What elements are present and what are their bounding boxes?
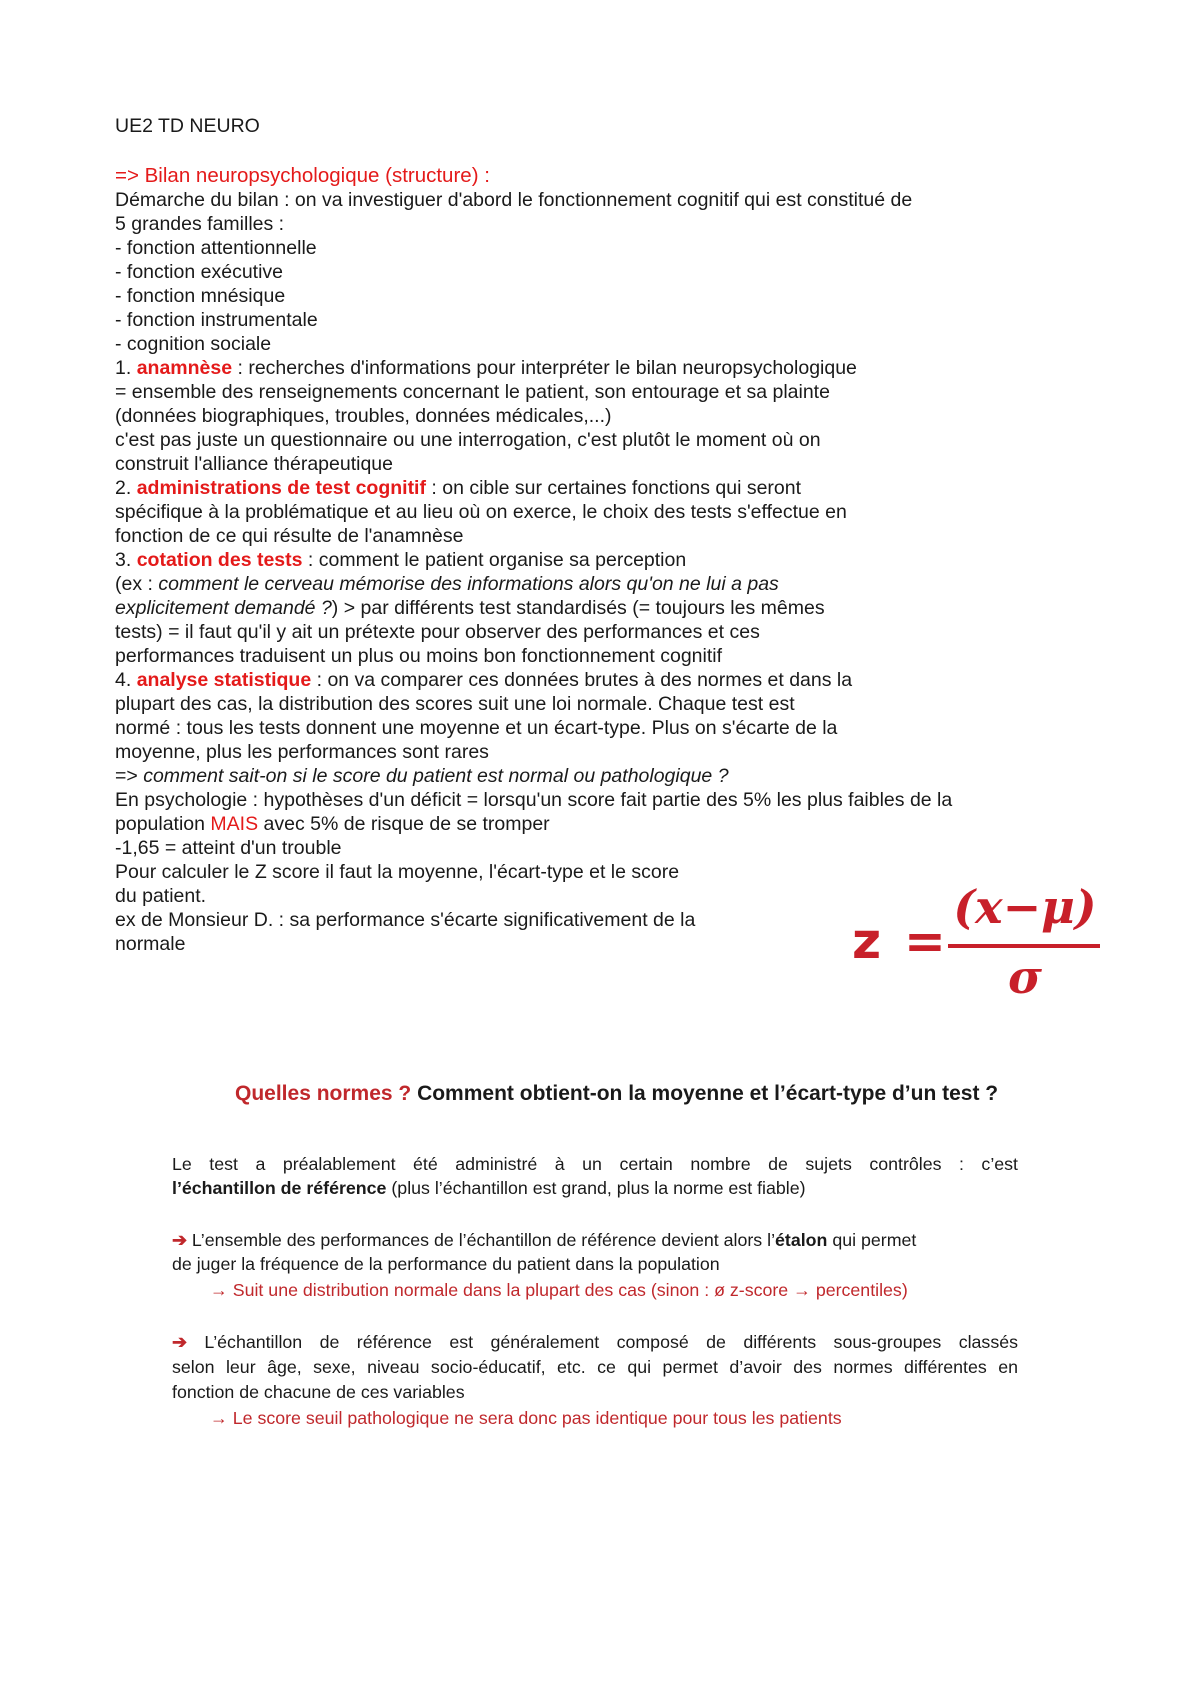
section-heading: => Bilan neuropsychologique (structure) : bbox=[115, 164, 490, 187]
slide-paragraph-line bbox=[172, 1330, 1018, 1354]
list-item: - fonction attentionnelle bbox=[115, 237, 317, 259]
step-1-heading bbox=[115, 356, 857, 380]
step-2-line: fonction de ce qui résulte de l'anamnèse bbox=[115, 525, 464, 547]
list-item: - fonction exécutive bbox=[115, 261, 284, 283]
step-text: : recherches d'informations pour interpréter le bilan neuropsychologique bbox=[232, 357, 857, 379]
question-italic: comment sait-on si le score du patient est normal ou pathologique ? bbox=[143, 765, 729, 787]
formula-numerator: (x−μ) bbox=[953, 880, 1097, 934]
example-suffix: ) > par différents test standardisés (= toujours les mêmes bbox=[331, 597, 825, 619]
list-item: - cognition sociale bbox=[115, 333, 272, 355]
step-4-line: -1,65 = atteint d'un trouble bbox=[115, 837, 342, 859]
slide-text: (plus l’échantillon est grand, plus la norme est fiable) bbox=[386, 1178, 806, 1198]
arrow-icon: ➔ bbox=[172, 1230, 187, 1250]
step-text: : comment le patient organise sa perception bbox=[302, 549, 687, 571]
step-4-line: plupart des cas, la distribution des scores suit une loi normale. Chaque test est bbox=[115, 693, 795, 715]
step-3-heading bbox=[115, 548, 686, 572]
step-number: 2. bbox=[115, 477, 137, 499]
population-suffix: avec 5% de risque de se tromper bbox=[258, 813, 550, 835]
question-prefix: => bbox=[115, 765, 144, 787]
intro-line: 5 grandes familles : bbox=[115, 213, 285, 235]
step-text: : on cible sur certaines fonctions qui seront bbox=[425, 477, 802, 499]
step-3-line: tests) = il faut qu'il y ait un prétexte pour observer des performances et ces bbox=[115, 621, 760, 643]
example-italic: explicitement demandé ? bbox=[115, 597, 332, 619]
formula-denominator: σ bbox=[1008, 950, 1042, 1004]
z-score-formula bbox=[850, 880, 1100, 1010]
step-3-example bbox=[115, 596, 825, 620]
step-3-example bbox=[115, 572, 779, 596]
step-4-population bbox=[115, 812, 550, 836]
step-4-line: du patient. bbox=[115, 885, 207, 907]
slide-paragraph-line: fonction de chacune de ces variables bbox=[172, 1382, 465, 1402]
slide-text: L’échantillon de référence est généralement composé de différents sous-groupes classés bbox=[186, 1332, 1018, 1352]
step-keyword: anamnèse bbox=[136, 357, 233, 379]
slide-paragraph-line bbox=[172, 1228, 916, 1252]
slide-title-black: Comment obtient-on la moyenne et l’écart-type d’un test ? bbox=[411, 1082, 999, 1105]
step-number: 3. bbox=[115, 549, 137, 571]
intro-line: Démarche du bilan : on va investiguer d'abord le fonctionnement cognitif qui est constitué de bbox=[115, 189, 913, 211]
slide-title bbox=[235, 1082, 998, 1106]
step-text: : on va comparer ces données brutes à des normes et dans la bbox=[311, 669, 853, 691]
slide-text: L’ensemble des performances de l’échantillon de référence devient alors l’ bbox=[186, 1230, 776, 1250]
step-4-question bbox=[115, 764, 729, 788]
step-number: 4. bbox=[115, 669, 137, 691]
step-4-line: moyenne, plus les performances sont rares bbox=[115, 741, 489, 763]
list-item: - fonction instrumentale bbox=[115, 309, 318, 331]
slide-paragraph-line: de juger la fréquence de la performance du patient dans la population bbox=[172, 1254, 720, 1274]
slide-paragraph-line: selon leur âge, sexe, niveau socio-éducatif, etc. ce qui permet d’avoir des normes différentes en bbox=[172, 1357, 1018, 1377]
step-4-line: normé : tous les tests donnent une moyenne et un écart-type. Plus on s'écarte de la bbox=[115, 717, 838, 739]
slide-paragraph-line: Le test a préalablement été administré à un certain nombre de sujets contrôles : c’est bbox=[172, 1154, 1018, 1174]
step-1-line: = ensemble des renseignements concernant le patient, son entourage et sa plainte bbox=[115, 381, 830, 403]
step-2-line: spécifique à la problématique et au lieu où on exerce, le choix des tests s'effectue en bbox=[115, 501, 847, 523]
mais-highlight: MAIS bbox=[210, 813, 259, 835]
step-1-line: construit l'alliance thérapeutique bbox=[115, 453, 393, 475]
step-3-line: performances traduisent un plus ou moins bon fonctionnement cognitif bbox=[115, 645, 723, 667]
formula-lhs: z bbox=[852, 912, 882, 970]
arrow-icon: ➔ bbox=[172, 1332, 187, 1352]
example-prefix: (ex : bbox=[115, 573, 159, 595]
slide-bold: l’échantillon de référence bbox=[172, 1178, 387, 1198]
slide-sub-point: → Suit une distribution normale dans la plupart des cas (sinon : ø z-score → percentiles) bbox=[210, 1280, 908, 1300]
step-number: 1. bbox=[115, 357, 137, 379]
step-4-line: En psychologie : hypothèses d'un déficit = lorsqu'un score fait partie des 5% les plus faibles de la bbox=[115, 789, 953, 811]
formula-equals: = bbox=[904, 912, 946, 970]
step-1-line: c'est pas juste un questionnaire ou une interrogation, c'est plutôt le moment où on bbox=[115, 429, 821, 451]
step-4-line: Pour calculer le Z score il faut la moyenne, l'écart-type et le score bbox=[115, 861, 680, 883]
doc-title: UE2 TD NEURO bbox=[115, 115, 260, 137]
slide-bold: étalon bbox=[775, 1230, 828, 1250]
step-4-line: ex de Monsieur D. : sa performance s'écarte significativement de la bbox=[115, 909, 696, 931]
step-4-heading bbox=[115, 668, 852, 692]
step-2-heading bbox=[115, 476, 801, 500]
list-item: - fonction mnésique bbox=[115, 285, 286, 307]
fraction-bar bbox=[948, 944, 1100, 948]
step-4-line: normale bbox=[115, 933, 186, 955]
step-keyword: administrations de test cognitif bbox=[136, 477, 426, 499]
example-italic: comment le cerveau mémorise des informations alors qu'on ne lui a pas bbox=[158, 573, 779, 595]
slide-text: qui permet bbox=[827, 1230, 917, 1250]
population-prefix: population bbox=[115, 813, 211, 835]
step-1-line: (données biographiques, troubles, données médicales,...) bbox=[115, 405, 612, 427]
slide-paragraph-line bbox=[172, 1176, 806, 1200]
step-keyword: cotation des tests bbox=[136, 549, 303, 571]
step-keyword: analyse statistique bbox=[136, 669, 312, 691]
slide-title-red: Quelles normes ? bbox=[235, 1082, 412, 1105]
slide-sub-point: → Le score seuil pathologique ne sera donc pas identique pour tous les patients bbox=[210, 1408, 842, 1428]
